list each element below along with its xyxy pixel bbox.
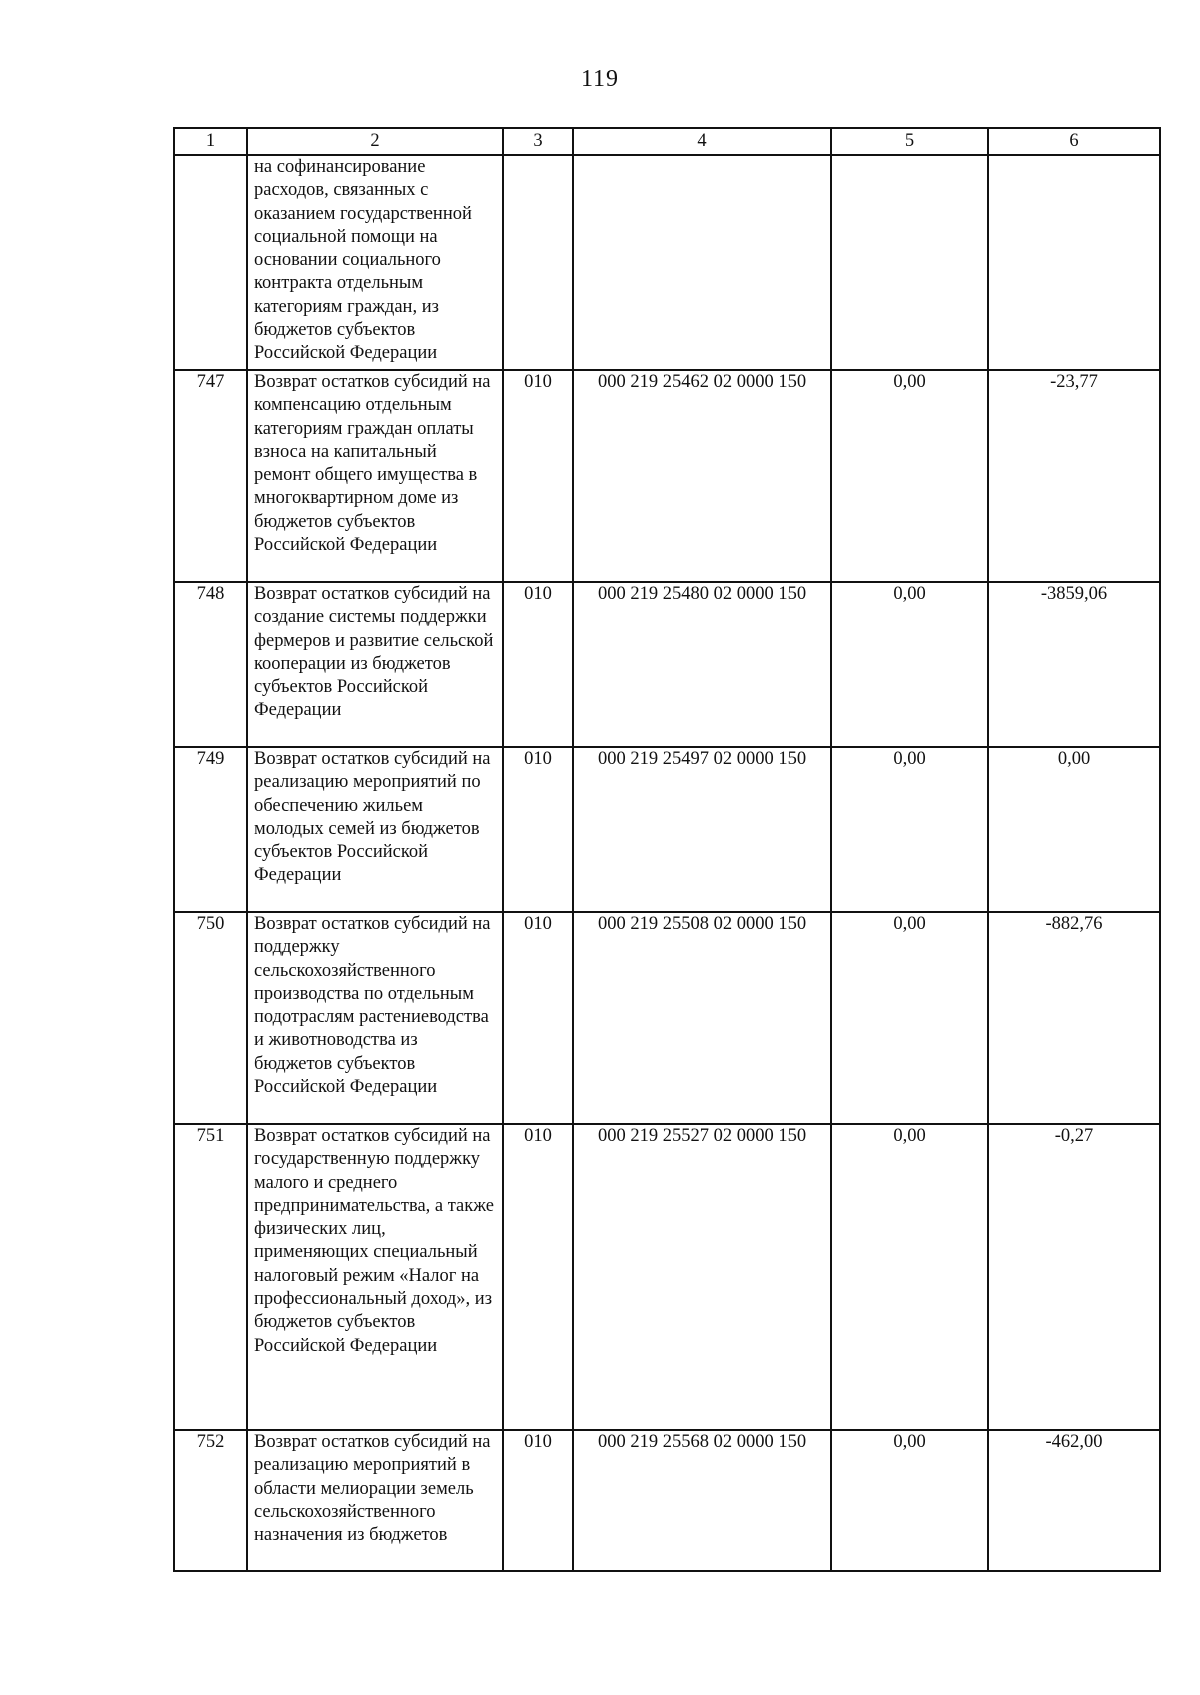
row-number: 752 xyxy=(174,1430,247,1571)
row-number: 748 xyxy=(174,582,247,747)
row-value-6: -23,77 xyxy=(988,370,1160,582)
table-row xyxy=(174,912,1160,1124)
row-kbk xyxy=(573,155,831,370)
row-kbk: 000 219 25462 02 0000 150 xyxy=(573,370,831,582)
table-row xyxy=(174,582,1160,747)
row-number: 747 xyxy=(174,370,247,582)
column-header-4: 4 xyxy=(573,128,831,155)
row-name: Возврат остатков субсидий на поддержку сельскохозяйственного производства по отдельным подотраслям растениеводства и животноводства из бюджетов субъектов Российской Федерации xyxy=(247,912,503,1124)
row-value-5: 0,00 xyxy=(831,1124,988,1430)
row-number xyxy=(174,155,247,370)
row-name: Возврат остатков субсидий на компенсацию отдельным категориям граждан оплаты взноса на капитальный ремонт общего имущества в многоквартирном доме из бюджетов субъектов Российской Федерации xyxy=(247,370,503,582)
row-code: 010 xyxy=(503,1124,573,1430)
table-header-row xyxy=(174,128,1160,155)
row-name: Возврат остатков субсидий на реализацию мероприятий в области мелиорации земель сельскохозяйственного назначения из бюджетов xyxy=(247,1430,503,1571)
row-code: 010 xyxy=(503,912,573,1124)
row-value-6: -0,27 xyxy=(988,1124,1160,1430)
row-name: на софинансирование расходов, связанных с оказанием государственной социальной помощи на основании социального контракта отдельным категориям граждан, из бюджетов субъектов Российской Федерации xyxy=(247,155,503,370)
row-kbk: 000 219 25497 02 0000 150 xyxy=(573,747,831,912)
row-code: 010 xyxy=(503,1430,573,1571)
page-number: 119 xyxy=(580,66,620,92)
row-name: Возврат остатков субсидий на реализацию мероприятий по обеспечению жильем молодых семей из бюджетов субъектов Российской Федерации xyxy=(247,747,503,912)
row-kbk: 000 219 25568 02 0000 150 xyxy=(573,1430,831,1571)
row-value-6 xyxy=(988,155,1160,370)
column-header-5: 5 xyxy=(831,128,988,155)
table-row xyxy=(174,155,1160,370)
row-value-6: -462,00 xyxy=(988,1430,1160,1571)
row-value-6: 0,00 xyxy=(988,747,1160,912)
row-code: 010 xyxy=(503,370,573,582)
table-row xyxy=(174,370,1160,582)
row-number: 750 xyxy=(174,912,247,1124)
table-row xyxy=(174,747,1160,912)
column-header-1: 1 xyxy=(174,128,247,155)
row-number: 751 xyxy=(174,1124,247,1430)
row-kbk: 000 219 25527 02 0000 150 xyxy=(573,1124,831,1430)
row-value-5: 0,00 xyxy=(831,912,988,1124)
row-kbk: 000 219 25508 02 0000 150 xyxy=(573,912,831,1124)
row-value-5: 0,00 xyxy=(831,747,988,912)
row-code: 010 xyxy=(503,747,573,912)
row-name: Возврат остатков субсидий на государственную поддержку малого и среднего предпринимательства, а также физических лиц, применяющих специальный налоговый режим «Налог на профессиональный доход», из бюджетов субъектов Российской Федерации xyxy=(247,1124,503,1430)
row-code xyxy=(503,155,573,370)
row-value-6: -3859,06 xyxy=(988,582,1160,747)
row-kbk: 000 219 25480 02 0000 150 xyxy=(573,582,831,747)
row-value-5: 0,00 xyxy=(831,582,988,747)
row-value-5: 0,00 xyxy=(831,1430,988,1571)
row-number: 749 xyxy=(174,747,247,912)
column-header-6: 6 xyxy=(988,128,1160,155)
row-name: Возврат остатков субсидий на создание системы поддержки фермеров и развитие сельской кооперации из бюджетов субъектов Российской Федерации xyxy=(247,582,503,747)
table-row xyxy=(174,1124,1160,1430)
column-header-3: 3 xyxy=(503,128,573,155)
table-row xyxy=(174,1430,1160,1571)
row-code: 010 xyxy=(503,582,573,747)
budget-table xyxy=(173,127,1161,1572)
row-value-5 xyxy=(831,155,988,370)
column-header-2: 2 xyxy=(247,128,503,155)
row-value-6: -882,76 xyxy=(988,912,1160,1124)
row-value-5: 0,00 xyxy=(831,370,988,582)
